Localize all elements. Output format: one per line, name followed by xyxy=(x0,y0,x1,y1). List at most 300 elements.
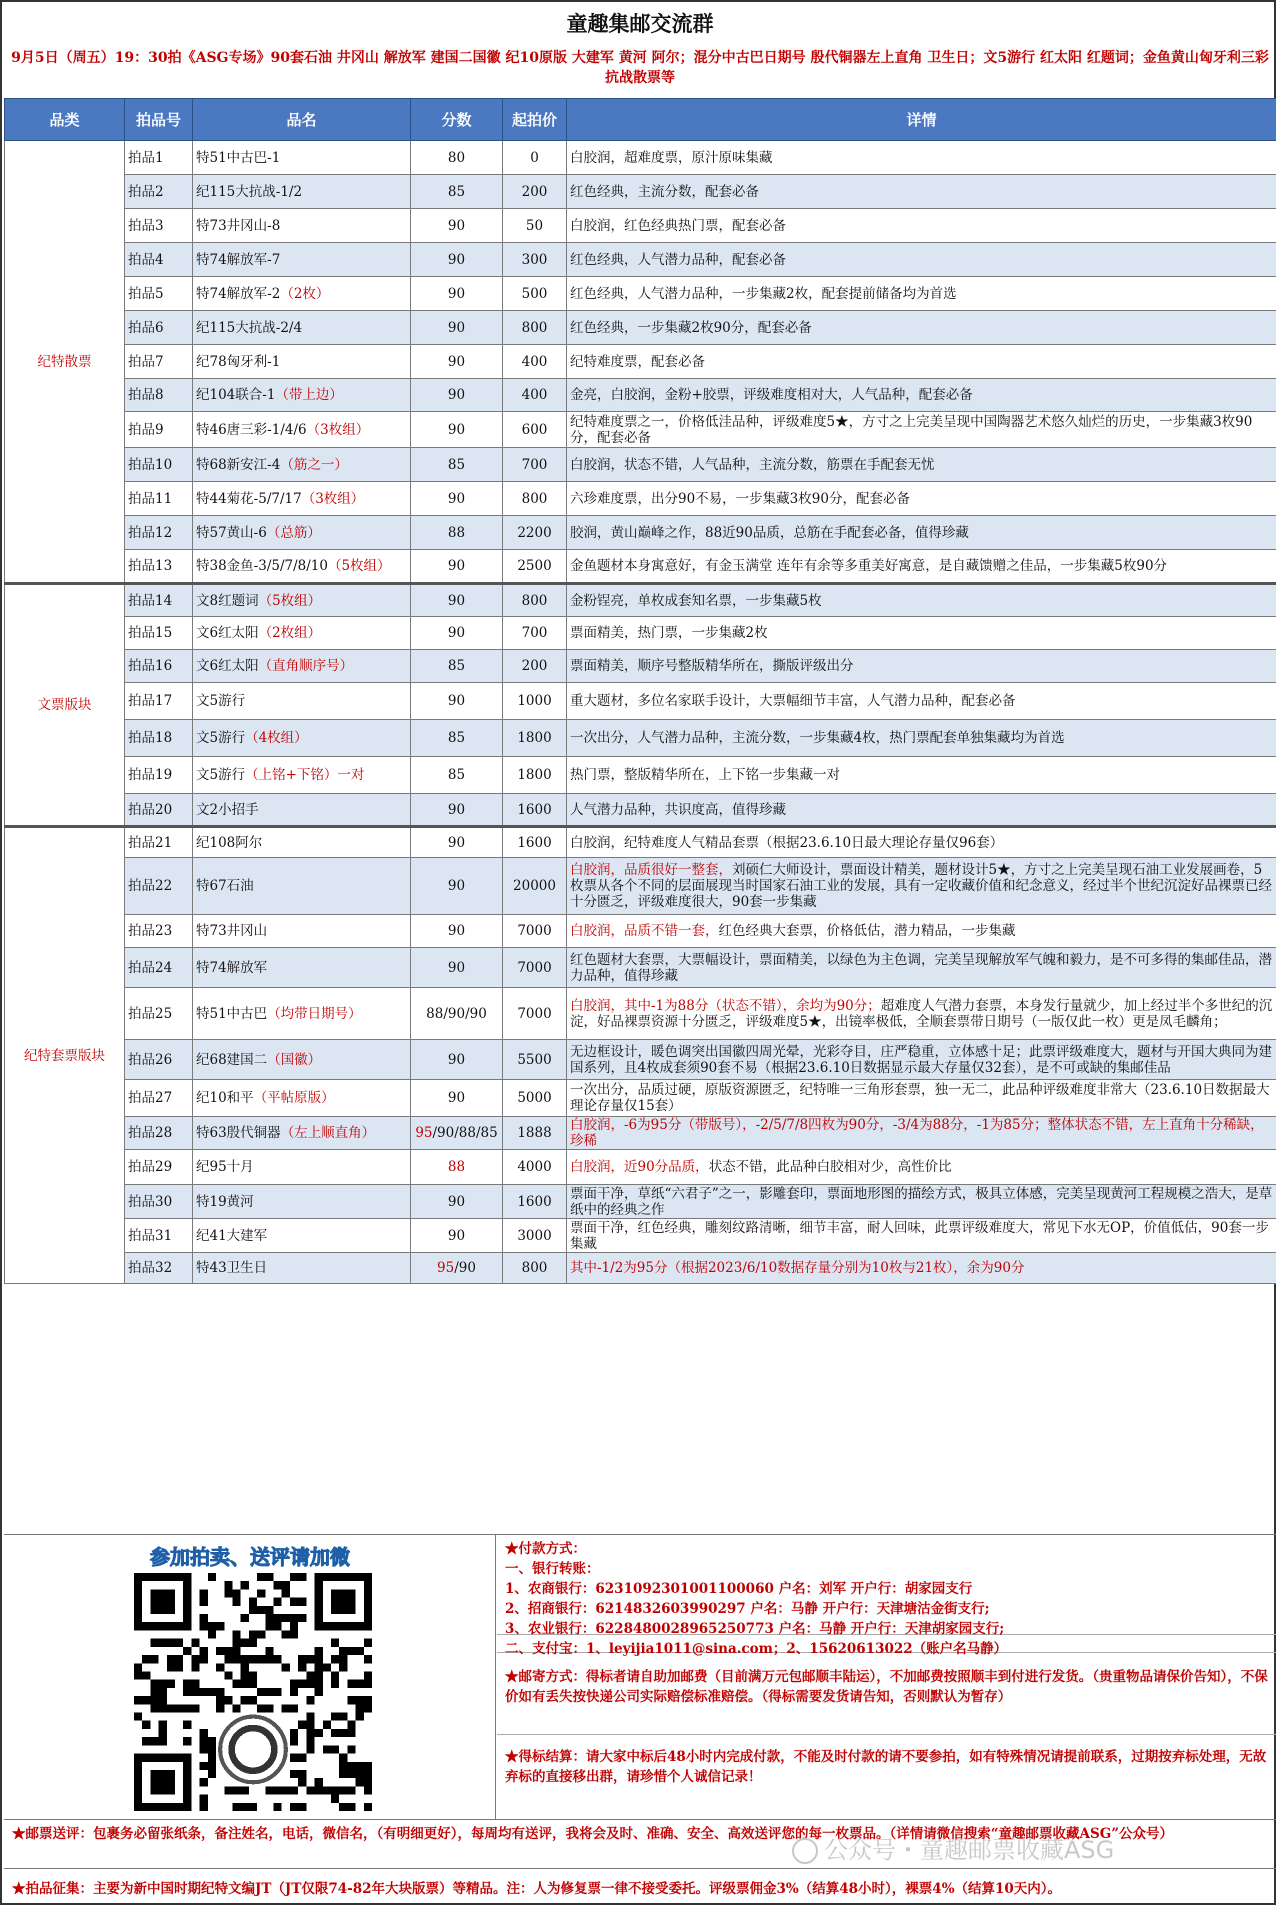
lot-name: 特43卫生日 xyxy=(196,1260,268,1276)
score: 85 xyxy=(447,767,466,783)
detail-text: 状态不错，此品种白胶相对少，高性价比 xyxy=(708,1159,952,1175)
lot-name: 纪78匈牙利-1 xyxy=(196,353,281,370)
score-cell xyxy=(411,794,503,827)
lot-name-cell xyxy=(193,948,411,988)
start-price: 4000 xyxy=(517,1159,552,1175)
score: 90 xyxy=(447,1051,466,1068)
lot-name: 纪95十月 xyxy=(196,1159,254,1175)
lot-name-cell xyxy=(193,141,411,175)
start-price-cell xyxy=(503,1040,567,1080)
start-price: 1888 xyxy=(517,1125,552,1141)
start-price: 2500 xyxy=(517,558,552,574)
start-price: 700 xyxy=(521,456,548,473)
table-body xyxy=(5,141,1276,1284)
lot-name: 纪68建国二 xyxy=(196,1051,268,1068)
lot-tag: （左上顺直角） xyxy=(280,1125,376,1141)
score-cell xyxy=(411,650,503,683)
lot-number-cell xyxy=(125,1219,193,1253)
score-cell xyxy=(411,482,503,516)
lot-number-cell xyxy=(125,1253,193,1284)
table-row xyxy=(5,827,1276,858)
score-cell xyxy=(411,1150,503,1185)
lot-number: 拍品8 xyxy=(128,387,164,403)
detail-text: 重大题材，多位名家联手设计，大票幅细节丰富，人气潜力品种，配套必备 xyxy=(570,693,1016,709)
start-price-cell xyxy=(503,209,567,243)
lot-tag: （国徽） xyxy=(267,1051,322,1068)
start-price: 1800 xyxy=(517,730,552,746)
table-row xyxy=(5,550,1276,584)
shipping-info: ★邮寄方式：得标者请自助加邮费（目前满万元包邮顺丰陆运），不加邮费按照顺丰到付进行发货。（贵重物品请保价告知），不保价如有丢失按快递公司实际赔偿标准赔偿。（得标需要发货请告知，否则默认为暂存） xyxy=(497,1653,1276,1735)
score-highlight: 95 xyxy=(437,1260,455,1276)
start-price: 1800 xyxy=(517,767,552,783)
start-price: 5500 xyxy=(517,1051,552,1068)
detail-highlight: 白胶润，近90分品质， xyxy=(570,1159,709,1175)
start-price: 400 xyxy=(521,353,548,370)
payment-line: 2、招商银行：6214832603990297 户名：马静 开户行：天津塘沽金街支行; xyxy=(505,1601,990,1617)
table-row xyxy=(5,1185,1276,1219)
lot-name: 特73井冈山-8 xyxy=(196,217,281,234)
score-cell xyxy=(411,617,503,650)
detail-text: 纪特难度票，配套必备 xyxy=(570,353,705,370)
detail-cell xyxy=(567,516,1276,550)
score-cell xyxy=(411,827,503,858)
detail-text: 刘硕仁大师设计，票面设计精美，题材设计5★，方寸之上完美呈现石油工业发展画卷，5枚票从各个不同的层面展现当时国家石油工业的发展，具有一定收藏价值和纪念意义，经过半个世纪沉淀好品裸票已经十分匮乏，评级难度很大，90套一步集藏 xyxy=(570,862,1272,910)
score: 90 xyxy=(447,1227,466,1244)
detail-text: 六珍难度票，出分90不易，一步集藏3枚90分，配套必备 xyxy=(570,490,910,507)
table-row xyxy=(5,858,1276,915)
lot-number: 拍品30 xyxy=(128,1193,173,1210)
table-row xyxy=(5,1080,1276,1117)
table-row xyxy=(5,584,1276,617)
detail-text: 一次出分，人气潜力品种，主流分数，一步集藏4枚，热门票配套单独集藏均为首选 xyxy=(570,730,1065,746)
score: 90 xyxy=(447,285,466,302)
lot-name-cell xyxy=(193,311,411,345)
lot-name-cell xyxy=(193,516,411,550)
column-header: 拍品号 xyxy=(125,99,193,141)
start-price-cell xyxy=(503,1150,567,1185)
lot-name: 文6红太阳 xyxy=(196,658,259,674)
detail-cell xyxy=(567,550,1276,584)
detail-cell xyxy=(567,141,1276,175)
score: 90 xyxy=(447,1193,466,1210)
detail-highlight: 白胶润，品质很好一整套， xyxy=(570,862,732,878)
detail-cell xyxy=(567,448,1276,482)
detail-highlight: 白胶润，其中-1为88分（状态不错），余均为90分； xyxy=(570,997,881,1014)
lot-number: 拍品29 xyxy=(128,1159,173,1175)
watermark-text: 公众号・童趣邮票收藏ASG xyxy=(824,1836,1115,1864)
lot-number: 拍品24 xyxy=(128,959,173,976)
start-price-cell xyxy=(503,345,567,379)
score: 90 xyxy=(447,834,466,851)
score: /90 xyxy=(454,1260,476,1276)
start-price-cell xyxy=(503,1080,567,1117)
score: 90 xyxy=(447,1090,466,1106)
lot-number-cell xyxy=(125,650,193,683)
score: 90 xyxy=(447,693,466,709)
detail-cell xyxy=(567,209,1276,243)
lot-name-cell xyxy=(193,412,411,448)
detail-cell xyxy=(567,1253,1276,1284)
category-cell: 纪特套票版块 xyxy=(5,827,125,1284)
detail-cell xyxy=(567,345,1276,379)
table-row xyxy=(5,243,1276,277)
lot-name: 文5游行 xyxy=(196,767,246,783)
start-price-cell xyxy=(503,720,567,757)
detail-cell xyxy=(567,379,1276,412)
table-row xyxy=(5,1219,1276,1253)
detail-text: 白胶润，超难度票，原汁原味集藏 xyxy=(570,149,773,166)
start-price: 800 xyxy=(521,592,548,609)
lot-name-cell xyxy=(193,1253,411,1284)
start-price-cell xyxy=(503,482,567,516)
lot-tag: （4枚组） xyxy=(245,730,308,746)
table-row xyxy=(5,1117,1276,1150)
lot-number-cell xyxy=(125,277,193,311)
lot-name-cell xyxy=(193,915,411,948)
lot-tag: （直角顺序号） xyxy=(258,658,354,674)
lot-number: 拍品18 xyxy=(128,730,173,746)
score: 85 xyxy=(447,730,466,746)
lot-name-cell xyxy=(193,1040,411,1080)
table-row xyxy=(5,412,1276,448)
lot-number: 拍品32 xyxy=(128,1260,173,1276)
detail-cell xyxy=(567,988,1276,1040)
detail-cell xyxy=(567,757,1276,794)
lot-number-cell xyxy=(125,1150,193,1185)
lot-name: 纪41大建军 xyxy=(196,1227,268,1244)
start-price: 800 xyxy=(521,490,548,507)
lot-number-cell xyxy=(125,988,193,1040)
start-price: 7000 xyxy=(517,923,552,939)
lot-name: 文5游行 xyxy=(196,693,246,709)
lot-name: 特63殷代铜器 xyxy=(196,1125,281,1141)
lot-name-cell xyxy=(193,243,411,277)
lot-number-cell xyxy=(125,345,193,379)
lot-name: 特19黄河 xyxy=(196,1193,254,1210)
watermark xyxy=(792,1830,1114,1865)
start-price: 7000 xyxy=(517,959,552,976)
payment-info xyxy=(497,1535,1276,1820)
start-price-cell xyxy=(503,915,567,948)
start-price-cell xyxy=(503,412,567,448)
lot-number-cell xyxy=(125,858,193,915)
start-price: 1600 xyxy=(517,834,552,851)
start-price-cell xyxy=(503,683,567,720)
lot-number: 拍品22 xyxy=(128,878,173,894)
lot-name-cell xyxy=(193,379,411,412)
lot-number-cell xyxy=(125,311,193,345)
detail-cell xyxy=(567,1185,1276,1219)
lot-tag: （均带日期号） xyxy=(267,1005,362,1022)
lot-number: 拍品5 xyxy=(128,285,164,302)
lot-number: 拍品12 xyxy=(128,524,173,541)
score: 90 xyxy=(447,353,466,370)
column-header: 品名 xyxy=(193,99,411,141)
lot-number: 拍品10 xyxy=(128,456,173,473)
column-header: 分数 xyxy=(411,99,503,141)
lot-number-cell xyxy=(125,448,193,482)
detail-text: 红色经典，主流分数，配套必备 xyxy=(570,183,759,200)
detail-cell xyxy=(567,948,1276,988)
score-cell xyxy=(411,448,503,482)
qr-code-icon[interactable] xyxy=(134,1573,372,1811)
lot-tag: （带上边） xyxy=(275,387,343,403)
lot-number: 拍品2 xyxy=(128,183,164,200)
lot-name: 文2小招手 xyxy=(196,801,259,818)
detail-cell xyxy=(567,243,1276,277)
detail-text: 白胶润，红色经典热门票，配套必备 xyxy=(570,217,786,234)
lot-tag: （2枚） xyxy=(280,285,330,302)
detail-text: 白胶润，状态不错，人气品种，主流分数，筋票在手配套无忧 xyxy=(570,456,935,473)
score-cell xyxy=(411,1219,503,1253)
detail-cell xyxy=(567,827,1276,858)
table-header-row xyxy=(5,99,1276,141)
score: 90 xyxy=(447,558,466,574)
score-cell xyxy=(411,141,503,175)
table-row xyxy=(5,448,1276,482)
score: 90 xyxy=(447,251,466,268)
lot-name: 特51中古巴 xyxy=(196,1005,268,1022)
detail-text: 红色题材大套票，大票幅设计，票面精美，以绿色为主色调，完美呈现解放军气魄和毅力，是不可多得的集邮佳品，潜力品种，值得珍藏 xyxy=(570,951,1272,984)
table-row xyxy=(5,794,1276,827)
lot-number: 拍品9 xyxy=(128,421,164,438)
lot-number-cell xyxy=(125,1185,193,1219)
lot-name-cell xyxy=(193,794,411,827)
lot-name: 特74解放军 xyxy=(196,959,268,976)
score-cell xyxy=(411,550,503,584)
lot-number: 拍品3 xyxy=(128,217,164,234)
detail-cell xyxy=(567,794,1276,827)
lot-name: 纪115大抗战-1/2 xyxy=(196,183,303,200)
lot-tag: （平帖原版） xyxy=(253,1090,335,1106)
lot-number-cell xyxy=(125,1080,193,1117)
lot-name-cell xyxy=(193,827,411,858)
lot-name-cell xyxy=(193,1117,411,1150)
lot-number: 拍品16 xyxy=(128,658,173,674)
score-cell xyxy=(411,243,503,277)
lot-name-cell xyxy=(193,1080,411,1117)
lot-tag: （5枚组） xyxy=(258,592,322,609)
detail-cell xyxy=(567,175,1276,209)
score-cell xyxy=(411,311,503,345)
page-title: 童趣集邮交流群 xyxy=(566,11,714,36)
start-price: 1000 xyxy=(517,693,552,709)
table-row xyxy=(5,277,1276,311)
detail-cell xyxy=(567,584,1276,617)
lot-name: 特46唐三彩-1/4/6 xyxy=(196,421,307,438)
start-price: 1600 xyxy=(517,801,552,818)
lot-number-cell xyxy=(125,683,193,720)
score: 90 xyxy=(447,490,466,507)
lot-name: 文6红太阳 xyxy=(196,625,259,641)
score-cell xyxy=(411,1253,503,1284)
lot-number-cell xyxy=(125,720,193,757)
lot-name: 特38金鱼-3/5/7/8/10 xyxy=(196,558,328,574)
start-price: 20000 xyxy=(513,878,556,894)
score-cell xyxy=(411,379,503,412)
detail-highlight: 其中-1/2为95分（根据2023/6/10数据存量分别为10枚与21枚），余为90分 xyxy=(570,1260,1025,1276)
detail-cell xyxy=(567,482,1276,516)
lot-tag: （5枚组） xyxy=(327,558,391,574)
table-row xyxy=(5,311,1276,345)
lot-name-cell xyxy=(193,550,411,584)
lot-number-cell xyxy=(125,482,193,516)
lot-name-cell xyxy=(193,482,411,516)
score-cell xyxy=(411,516,503,550)
payment-line: 1、农商银行：6231092301001100060 户名：刘军 开户行：胡家园支行 xyxy=(505,1581,973,1597)
detail-highlight: 白胶润，-6为95分（带版号），-2/5/7/8四枚为90分，-3/4为88分，-1为85分；整体状态不错，左上直角十分稀缺，珍稀 xyxy=(570,1117,1264,1149)
detail-cell xyxy=(567,1219,1276,1253)
lot-name: 纪104联合-1 xyxy=(196,387,276,403)
score: 85 xyxy=(447,456,466,473)
lot-number-cell xyxy=(125,794,193,827)
score-highlight: 95 xyxy=(415,1125,433,1141)
start-price-cell xyxy=(503,311,567,345)
score-cell xyxy=(411,1080,503,1117)
start-price-cell xyxy=(503,448,567,482)
start-price-cell xyxy=(503,584,567,617)
lot-name: 特51中古巴-1 xyxy=(196,149,281,166)
detail-highlight: 白胶润，品质不错一套， xyxy=(570,923,719,939)
score-highlight: 88 xyxy=(447,1159,466,1175)
lot-number: 拍品25 xyxy=(128,1005,173,1022)
lot-name-cell xyxy=(193,1185,411,1219)
table-row xyxy=(5,683,1276,720)
column-header: 起拍价 xyxy=(503,99,567,141)
start-price: 300 xyxy=(521,251,548,268)
table-row xyxy=(5,345,1276,379)
table-row xyxy=(5,757,1276,794)
detail-text: 白胶润，纪特难度人气精品套票（根据23.6.10日最大理论存量仅96套） xyxy=(570,834,1004,851)
start-price-cell xyxy=(503,277,567,311)
detail-cell xyxy=(567,1117,1276,1150)
score: 90 xyxy=(447,592,466,609)
category-cell: 纪特散票 xyxy=(5,141,125,584)
lot-name-cell xyxy=(193,757,411,794)
detail-cell xyxy=(567,858,1276,915)
start-price: 400 xyxy=(521,387,548,403)
start-price: 7000 xyxy=(517,1005,552,1022)
detail-text: 票面干净，红色经典，雕刻纹路清晰，细节丰富，耐人回味，此票评级难度大，常见下水无OP，价值低估，90套一步集藏 xyxy=(570,1219,1269,1252)
table-row xyxy=(5,482,1276,516)
score: 88 xyxy=(447,524,466,541)
detail-text: 红色经典，人气潜力品种，一步集藏2枚，配套提前储备均为首选 xyxy=(570,285,957,302)
lot-number-cell xyxy=(125,550,193,584)
detail-cell xyxy=(567,1040,1276,1080)
start-price-cell xyxy=(503,243,567,277)
lot-name-cell xyxy=(193,858,411,915)
start-price: 700 xyxy=(521,625,548,641)
start-price-cell xyxy=(503,516,567,550)
table-row xyxy=(5,1040,1276,1080)
score: 90 xyxy=(447,878,466,894)
detail-cell xyxy=(567,650,1276,683)
detail-cell xyxy=(567,617,1276,650)
score-cell xyxy=(411,412,503,448)
lot-number-cell xyxy=(125,1117,193,1150)
score: /90/88/85 xyxy=(432,1125,498,1141)
start-price-cell xyxy=(503,827,567,858)
lot-number-cell xyxy=(125,757,193,794)
lot-name-cell xyxy=(193,988,411,1040)
lot-name: 文8红题词 xyxy=(196,592,259,609)
detail-text: 人气潜力品种，共识度高，值得珍藏 xyxy=(570,801,786,818)
lot-name-cell xyxy=(193,683,411,720)
detail-text: 无边框设计，暖色调突出国徽四周光晕，光彩夺目，庄严稳重，立体感十足；此票评级难度大，题材与开国大典同为建国系列，且4枚成套须90套不易（根据23.6.10日数据显示最大存量仅32套），是不可或缺的集邮佳品 xyxy=(570,1043,1272,1076)
settlement-info: ★得标结算：请大家中标后48小时内完成付款，不能及时付款的请不要参拍，如有特殊情况请提前联系，过期按弃标处理，无故弃标的直接移出群，请珍惜个人诚信记录！ xyxy=(505,1749,1267,1785)
detail-text: 纪特难度票之一，价格低洼品种，评级难度5★，方寸之上完美呈现中国陶器艺术悠久灿烂的历史，一步集藏3枚90分，配套必备 xyxy=(570,413,1253,446)
score-cell xyxy=(411,277,503,311)
lot-number: 拍品4 xyxy=(128,251,164,268)
score: 90 xyxy=(447,319,466,336)
detail-text: 票面精美，顺序号整版精华所在，撕版评级出分 xyxy=(570,658,854,674)
lot-name: 文5游行 xyxy=(196,730,246,746)
score: 90 xyxy=(447,421,466,438)
lot-number-cell xyxy=(125,141,193,175)
score: 88/90/90 xyxy=(426,1005,487,1022)
score-cell xyxy=(411,209,503,243)
column-header: 品类 xyxy=(5,99,125,141)
lot-name: 特74解放军-7 xyxy=(196,251,281,268)
lot-tag: （3枚组） xyxy=(306,421,370,438)
start-price: 500 xyxy=(521,285,548,302)
detail-cell xyxy=(567,412,1276,448)
lot-number-cell xyxy=(125,175,193,209)
qr-caption: 参加拍卖、送评请加微 xyxy=(150,1545,350,1569)
table-row xyxy=(5,516,1276,550)
lot-number: 拍品17 xyxy=(128,693,173,709)
lot-name: 特44菊花-5/7/17 xyxy=(196,490,302,507)
table-row xyxy=(5,209,1276,243)
lot-tag: （3枚组） xyxy=(301,490,365,507)
score-cell xyxy=(411,1040,503,1080)
grading-text: ★邮票送评：包裹务必留张纸条，备注姓名，电话，微信名，（有明细更好），每周均有送评，我将会及时、准确、安全、高效送评您的每一枚票品。（详情请微信搜索“童趣邮票收藏ASG”公众号） xyxy=(12,1826,1174,1842)
start-price-cell xyxy=(503,1219,567,1253)
lot-name-cell xyxy=(193,209,411,243)
lot-name-cell xyxy=(193,1219,411,1253)
detail-text: 票面精美，热门票，一步集藏2枚 xyxy=(570,625,768,641)
lot-name-cell xyxy=(193,720,411,757)
score-cell xyxy=(411,948,503,988)
lot-number: 拍品14 xyxy=(128,592,173,609)
lot-number: 拍品15 xyxy=(128,625,173,641)
start-price: 0 xyxy=(530,149,539,166)
detail-text: 红色经典，一步集藏2枚90分，配套必备 xyxy=(570,319,812,336)
score-cell xyxy=(411,915,503,948)
lot-number: 拍品28 xyxy=(128,1125,173,1141)
detail-text: 金亮，白胶润，金粉+胶票，评级难度相对大，人气品种，配套必备 xyxy=(570,387,973,403)
payment-line: 一、银行转账： xyxy=(505,1561,600,1577)
payment-section xyxy=(497,1535,1276,1657)
lot-tag: （筋之一） xyxy=(280,456,348,473)
lot-name: 纪10和平 xyxy=(196,1090,254,1106)
score: 90 xyxy=(447,801,466,818)
start-price-cell xyxy=(503,617,567,650)
lot-number: 拍品7 xyxy=(128,353,164,370)
start-price-cell xyxy=(503,1185,567,1219)
start-price-cell xyxy=(503,988,567,1040)
column-header: 详情 xyxy=(567,99,1276,141)
lot-name-cell xyxy=(193,448,411,482)
start-price-cell xyxy=(503,650,567,683)
start-price: 5000 xyxy=(517,1090,552,1106)
detail-cell xyxy=(567,683,1276,720)
table-row xyxy=(5,948,1276,988)
score-cell xyxy=(411,345,503,379)
lot-name-cell xyxy=(193,277,411,311)
wechat-icon xyxy=(792,1838,818,1864)
lot-name-cell xyxy=(193,1150,411,1185)
